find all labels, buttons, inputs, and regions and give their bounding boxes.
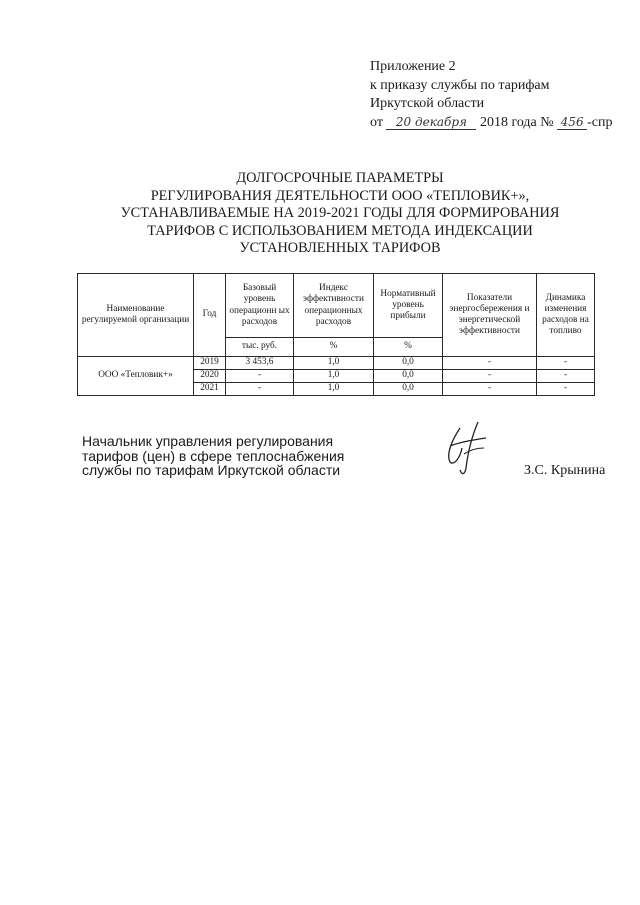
table-row [78,357,595,370]
signer-position-line-3: службы по тарифам Иркутской области [82,462,341,479]
header-efficiency-index: Индекс эффективности операционных расходов [294,274,374,338]
signer-position-line-2: тарифов (цен) в сфере теплоснабжения [82,447,345,464]
cell-fuel-dynamics: - [537,383,595,396]
annex-line-3: Иркутской области [370,96,485,111]
cell-year: 2019 [194,357,226,370]
unit-profit-level: % [374,338,443,357]
cell-fuel-dynamics: - [537,357,595,370]
header-base-opex: Базовый уровень операционн ых расходов [226,274,294,338]
signer-name: З.С. Крынина [524,463,606,478]
header-fuel-dynamics: Динамика изменения расходов на топливо [537,274,595,357]
table-header-row [78,274,595,338]
annex-block [370,58,613,132]
annex-line-2: к приказу службы по тарифам [370,77,550,93]
cell-base-opex: - [226,370,294,383]
cell-energy-efficiency: - [443,370,537,383]
annex-number-handwritten: 456 [557,115,587,130]
header-org: Наименование регулируемой организации [78,274,194,357]
title-line-5: УСТАНОВЛЕННЫХ ТАРИФОВ [239,240,441,257]
annex-date-handwritten: 20 декабря [386,115,476,130]
cell-profit-level: 0,0 [374,357,443,370]
cell-efficiency-index: 1,0 [294,370,374,383]
cell-org-name: ООО «Тепловик+» [78,357,194,396]
cell-base-opex: 3 453,6 [226,357,294,370]
title-line-3: УСТАНАВЛИВАЕМЫЕ НА 2019-2021 ГОДЫ ДЛЯ ФОРМИРОВАНИЯ [120,205,560,222]
cell-year: 2020 [194,370,226,383]
cell-energy-efficiency: - [443,383,537,396]
cell-year: 2021 [194,383,226,396]
header-profit-level: Нормативный уровень прибыли [374,274,443,338]
title-line-4: ТАРИФОВ С ИСПОЛЬЗОВАНИЕМ МЕТОДА ИНДЕКСАЦИИ [147,222,533,239]
title-line-1: ДОЛГОСРОЧНЫЕ ПАРАМЕТРЫ [236,170,444,186]
unit-efficiency-index: % [294,338,374,357]
annex-date-line [370,114,613,133]
annex-number-suffix: -спр [587,114,613,130]
cell-efficiency-index: 1,0 [294,383,374,396]
header-year: Год [194,274,226,357]
cell-base-opex: - [226,383,294,396]
signer-position [82,434,344,478]
annex-line-1: Приложение 2 [370,59,456,74]
handwritten-signature [438,418,498,478]
cell-fuel-dynamics: - [537,370,595,383]
cell-profit-level: 0,0 [374,370,443,383]
annex-year-text: 2018 года № [479,114,554,130]
cell-energy-efficiency: - [443,357,537,370]
cell-profit-level: 0,0 [374,383,443,396]
unit-base-opex: тыс. руб. [226,338,294,357]
header-energy-efficiency: Показатели энергосбережения и энергетической эффективности [443,274,537,357]
document-title [60,170,620,258]
parameters-table [77,273,595,396]
annex-from-label: от [370,114,383,130]
title-line-2: РЕГУЛИРОВАНИЯ ДЕЯТЕЛЬНОСТИ ООО «ТЕПЛОВИК+», [150,187,530,204]
signer-position-line-1: Начальник управления регулирования [82,433,334,449]
cell-efficiency-index: 1,0 [294,357,374,370]
